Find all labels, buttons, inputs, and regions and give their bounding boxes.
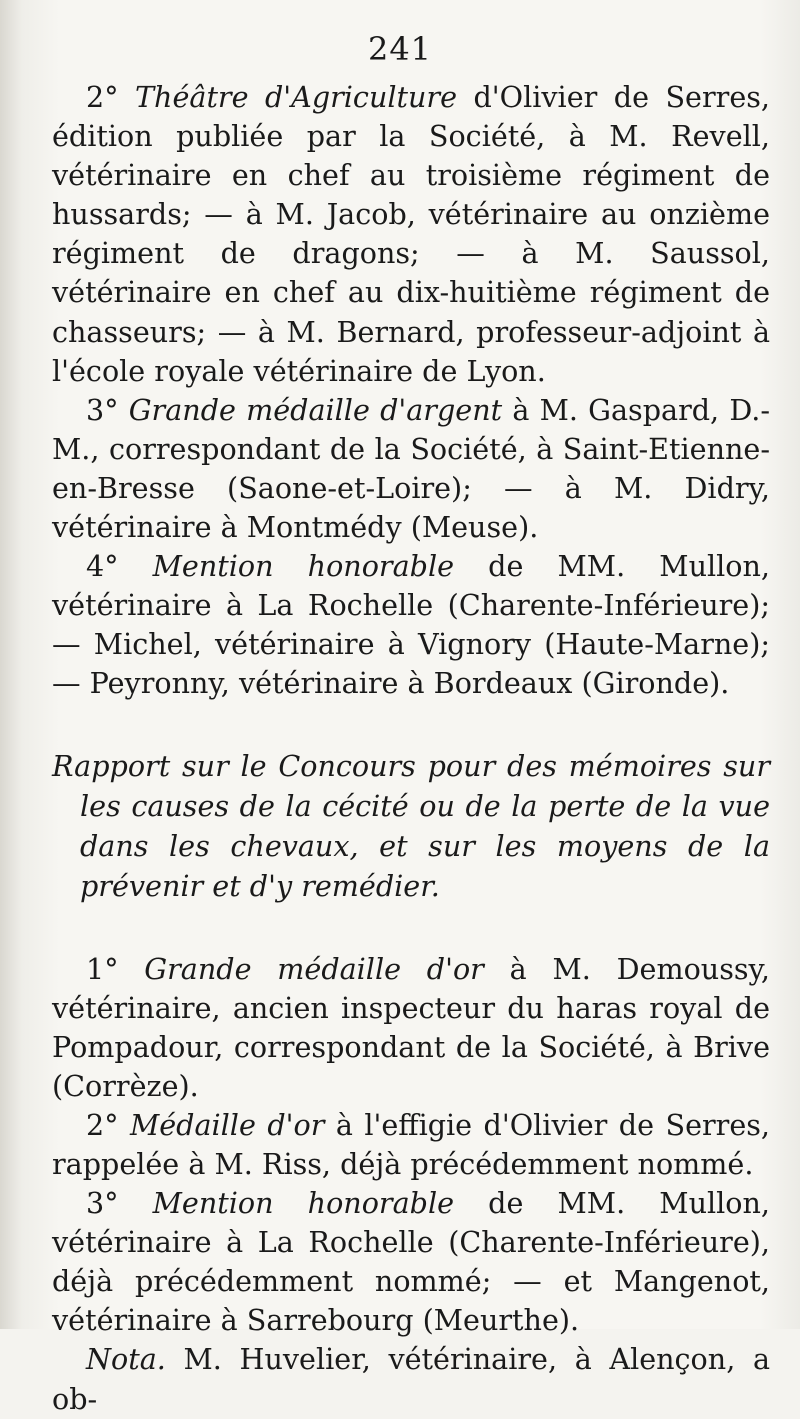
item-number: 2° [86, 80, 119, 114]
item-number: 2° [86, 1107, 119, 1142]
award-item-silver-medal [52, 391, 770, 547]
item-number: 3° [86, 392, 119, 427]
award-text: de MM. Mullon, vétérinaire à La Rochelle (Charente-Inférieure); — Michel, vétérinaire à Vignory (Haute-Marne); — Peyronny, vétérinaire à Bordeaux (Gironde). [52, 549, 770, 701]
award-item-honorable-mention-2 [52, 1184, 770, 1340]
item-number: 1° [86, 951, 119, 986]
award-text: à M. Gaspard, D.-M., correspondant de la Société, à Saint-Etienne-en-Bresse (Saone-et-Loire); — à M. Didry, vétérinaire à Montmédy (Meuse). [52, 392, 771, 545]
award-title: Mention honorable [152, 549, 455, 584]
award-title: Mention honorable [152, 1186, 455, 1221]
nota-paragraph [52, 1340, 770, 1418]
award-text: d'Olivier de Serres, édition publiée par la Société, à M. Revell, vétérinaire en chef au troisième régiment de hussards; — à M. Jacob, vétérinaire au onzième régiment de dragons; — à M. Saussol, vétérinaire en chef au dix-huitième régiment de chasseurs; — à M. Bernard, professeur-adjoint à l'école royale vétérinaire de Lyon. [52, 80, 770, 388]
item-number: 3° [86, 1186, 119, 1221]
page-number: 241 [367, 30, 433, 68]
report-heading: Rapport sur le Concours pour des mémoires sur les causes de la cécité ou de la perte de la vue dans les chevaux, et sur les moyens de la prévenir et d'y remédier. [52, 748, 770, 903]
award-text: de MM. Mullon, vétérinaire à La Rochelle (Charente-Inférieure), déjà précédemment nommé; — et Mangenot, vétérinaire à Sarrebourg (Meurthe). [52, 1186, 770, 1338]
award-title: Médaille d'or [129, 1107, 325, 1142]
award-title: Théâtre d'Agriculture [134, 80, 458, 114]
award-item-honorable-mention [52, 547, 770, 703]
nota-label: Nota. [86, 1342, 166, 1377]
section-gap [52, 906, 770, 950]
award-text: à M. Demoussy, vétérinaire, ancien inspecteur du haras royal de Pompadour, correspondant de la Société, à Brive (Corrèze). [52, 951, 771, 1103]
award-text: à l'effigie d'Olivier de Serres, rappelée à M. Riss, déjà précédemment nommé. [52, 1107, 771, 1181]
item-number: 4° [86, 549, 119, 584]
award-item-gold-effigy [52, 1106, 770, 1184]
page-body [52, 78, 770, 1419]
award-title: Grande médaille d'argent [128, 392, 503, 427]
award-title: Grande médaille d'or [144, 951, 484, 986]
award-item-theatre [52, 78, 770, 391]
nota-text: M. Huvelier, vétérinaire, à Alençon, a ob- [52, 1342, 770, 1416]
award-item-gold-medal [52, 950, 770, 1106]
